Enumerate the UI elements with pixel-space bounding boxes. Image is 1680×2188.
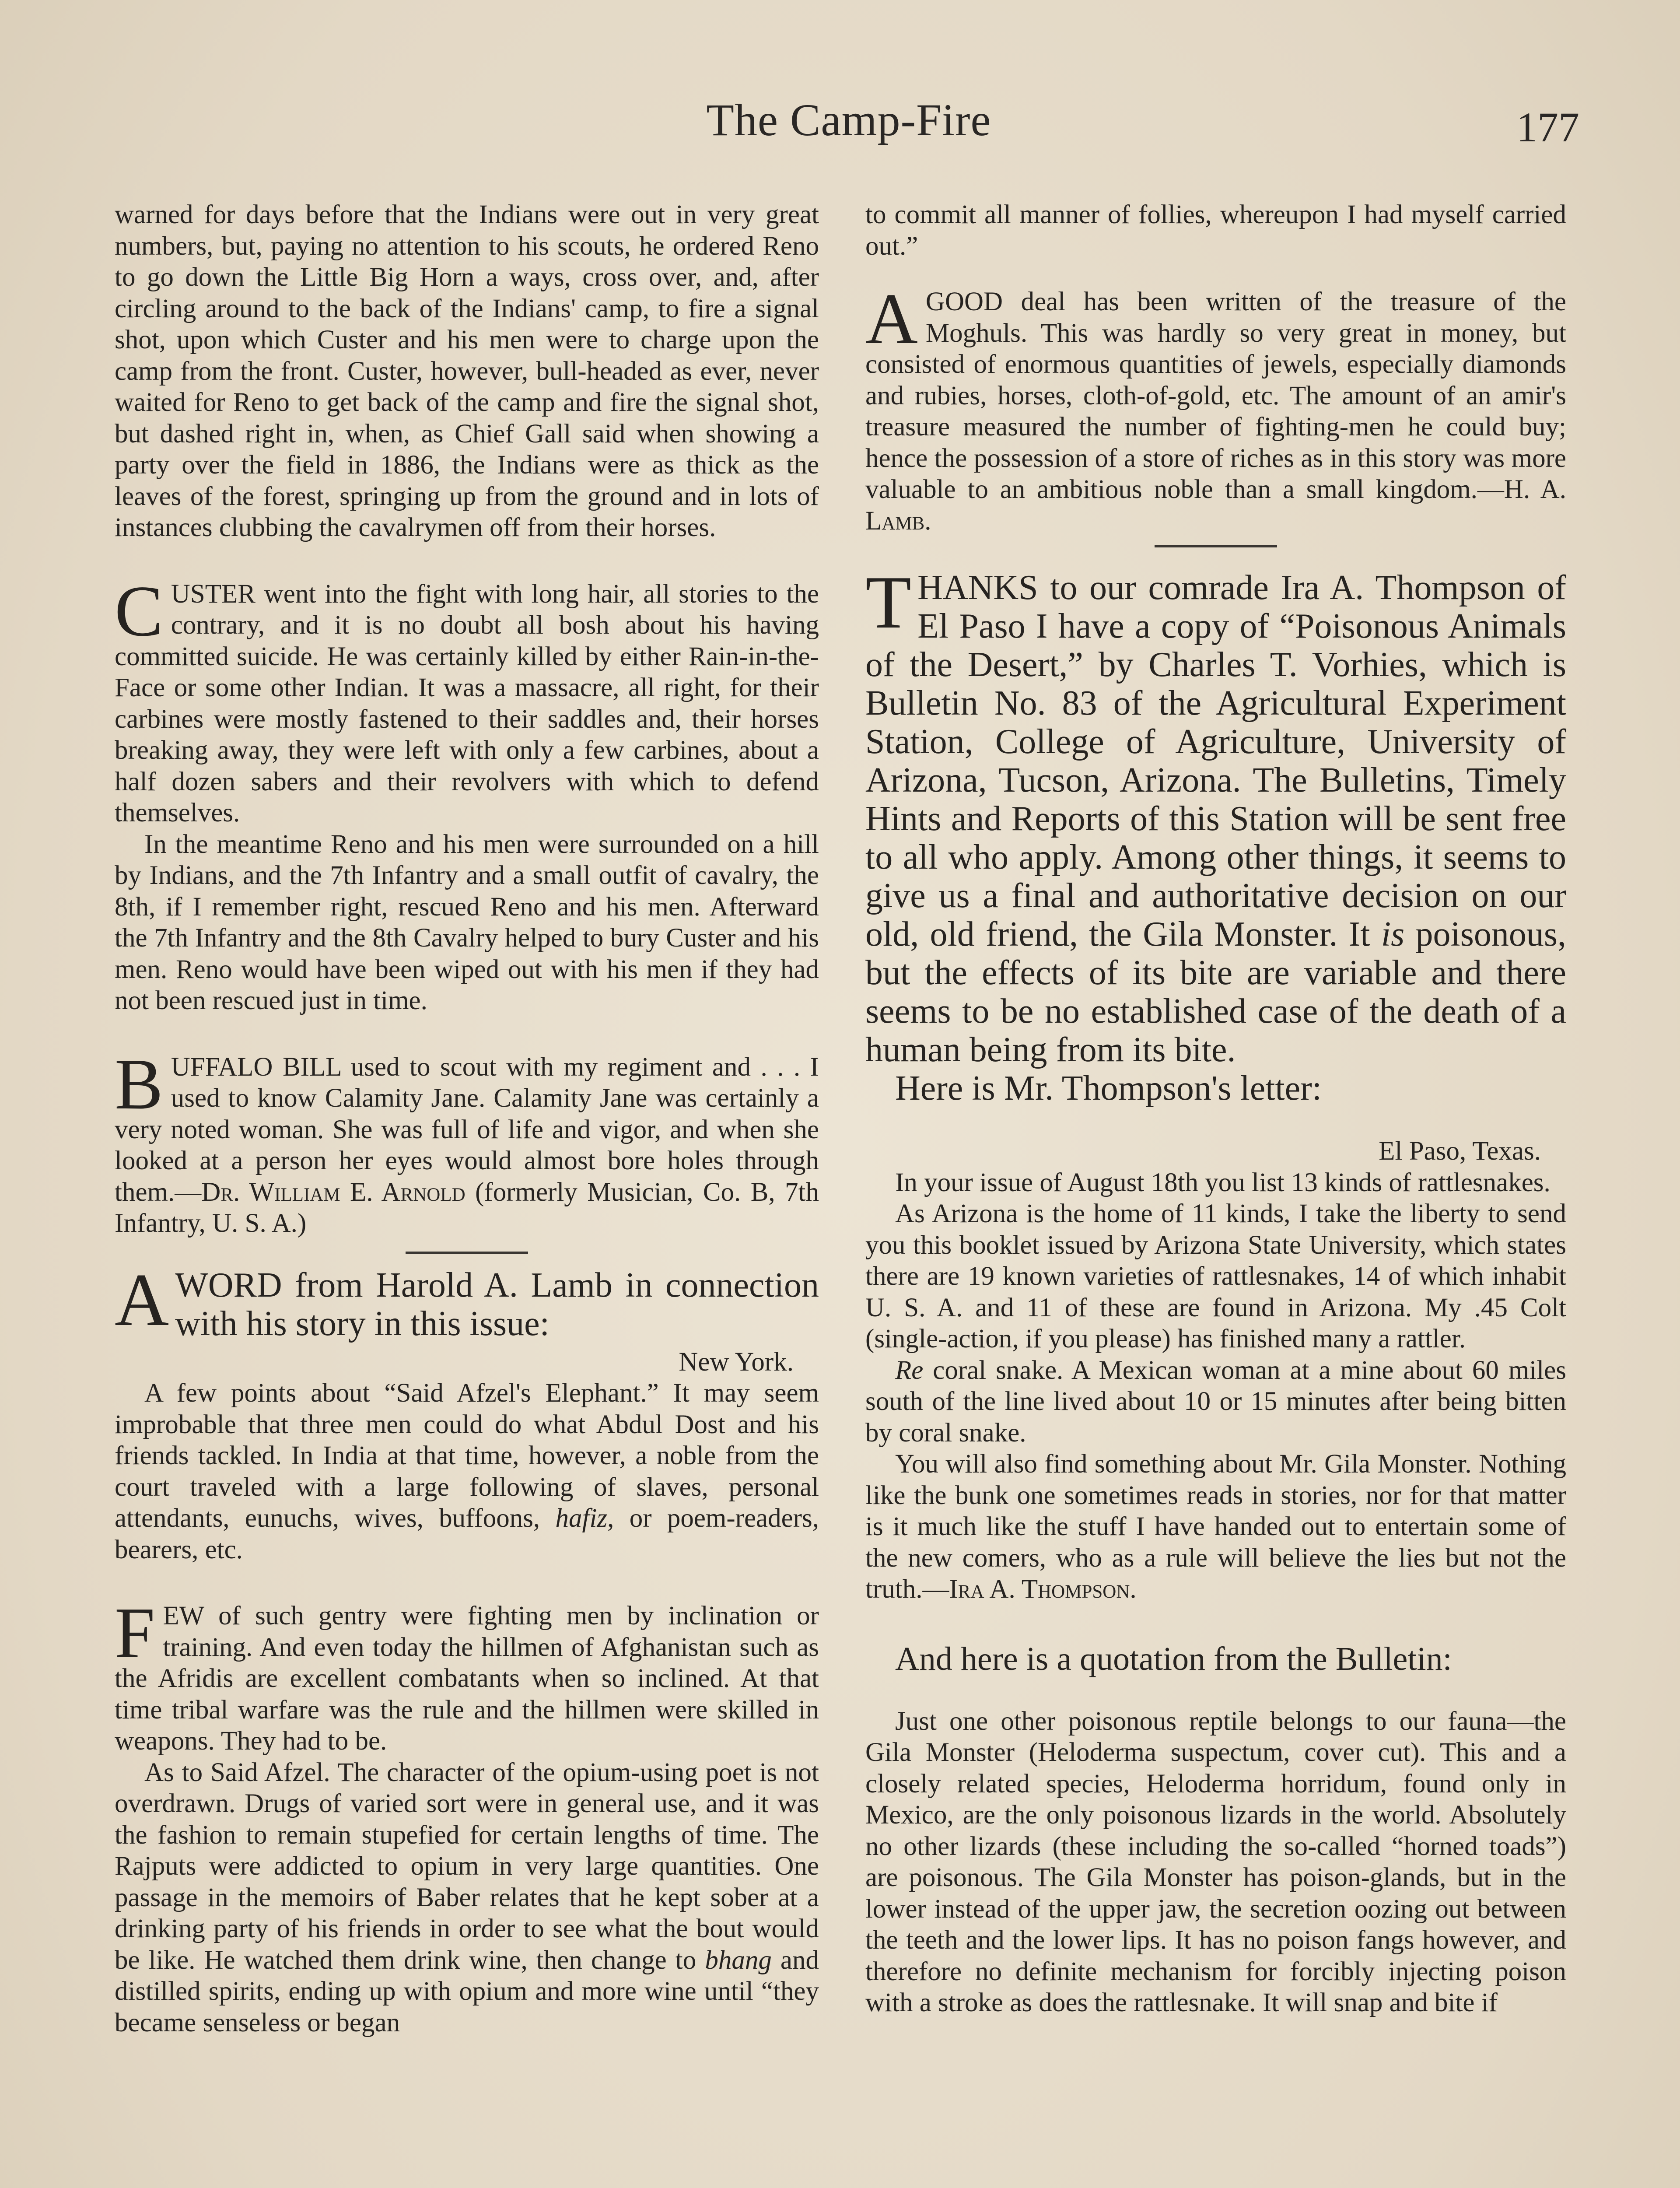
right-paragraph-follies: to commit all manner of follies, whereupon I had myself carried out.” xyxy=(865,200,1566,261)
page-number: 177 xyxy=(1516,104,1579,151)
right-paragraph-thompson-letter-intro: Here is Mr. Thompson's letter: xyxy=(895,1069,1322,1108)
right-paragraph-bulletin-quotation: Just one other poisonous reptile belongs to our fauna—the Gila Monster (Heloderma suspectum, cover cut). This and a closely related species, Heloderma horridum, found only in Mexico, are the only poisonous lizards in the world. Absolutely no other lizards (these including the so-called “horned toads”) are poisonous. The Gila Monster has poison-glands, but in the lower instead of the upper jaw, the secretion oozing out between the teeth and the lower lips. It has no poison fangs however, and therefore no definite mechanism for forcibly injecting poison with a stroke as does the rattlesnake. It will snap and bite if xyxy=(865,1706,1566,2017)
signature-lamb: H. A. Lamb. xyxy=(865,475,1566,536)
drop-cap-f: F xyxy=(115,1592,155,1673)
right-paragraph-moghul-treasure: AGOOD deal has been written of the treasure of the Moghuls. This was hardly so very great in money, but consisted of enormous quantities of jewels, especially diamonds and rubies, horses, cloth-of-gold, etc. The amount of an amir's treasure measured the number of fighting-men he could buy; hence the possession of a store of riches as in this story was more valuable to an ambitious noble than a small kingdom.—H. A. Lamb. xyxy=(865,278,1566,536)
drop-cap-t: T xyxy=(865,561,912,644)
left-paragraph-word-from-lamb: AWORD from Harold A. Lamb in connection with his story in this issue: xyxy=(115,1258,819,1343)
right-paragraph-gila-monster-letter: You will also find something about Mr. Gila Monster. Nothing like the bunk one sometimes reads in stories, nor for that matter is it much like the stuff I have handed out to entertain some of the new comers, who as a rule will believe the lies but not the truth.—Ira A. Thompson. xyxy=(865,1449,1566,1604)
letter-place-new-york: New York. xyxy=(679,1347,794,1377)
running-head-title: The Camp-Fire xyxy=(706,95,991,145)
left-paragraph-reno-rescue: In the meantime Reno and his men were surrounded on a hill by Indians, and the 7th Infantry and a small outfit of cavalry, the 8th, if I remember right, rescued Reno and his men. Afterward the 7th Infantry and the 8th Cavalry helped to bury Custer and his men. Reno would have been wiped out with his men if they had not been rescued just in time. xyxy=(115,829,819,1015)
left-paragraph-custer-long-hair: CUSTER went into the fight with long hair, all stories to the contrary, and it is no doubt all bosh about his having committed suicide. He was certainly killed by either Rain-in-the-Face or some other Indian. It was a massacre, all right, for their carbines were mostly fastened to their saddles and, their horses breaking away, they were left with only a few carbines, about a half dozen sabers and their revolvers with which to defend themselves. xyxy=(115,570,819,828)
right-paragraph-bulletin-quote-intro: And here is a quotation from the Bulletin: xyxy=(895,1640,1452,1677)
left-paragraph-said-afzel-elephant: A few points about “Said Afzel's Elephant.” It may seem improbable that three men could do what Abdul Dost and his friends tackled. In India at that time, however, a noble from the court traveled with a large following of slaves, personal attendants, eunuchs, wives, buffoons, hafiz, or poem-readers, bearers, etc. xyxy=(115,1378,819,1564)
left-column xyxy=(115,199,819,2188)
letter-place-el-paso: El Paso, Texas. xyxy=(1379,1136,1541,1166)
left-paragraph-custer-continued: warned for days before that the Indians were out in very great numbers, but, paying no attention to his scouts, he ordered Reno to go down the Little Big Horn a ways, cross over, and, after circling around to the back of the Indians' camp, to fire a signal shot, upon which Custer and his men were to charge upon the camp from the front. Custer, however, bull-headed as ever, never waited for Reno to get back of the camp and fire the signal shot, but dashed right in, when, as Chief Gall said when showing a party over the field in 1886, the Indians were as thick as the leaves of the forest, springing up from the ground and in lots of instances clubbing the cavalrymen off from their horses. xyxy=(115,200,819,542)
drop-cap-c: C xyxy=(115,570,163,651)
left-paragraph-buffalo-bill: BUFFALO BILL used to scout with my regiment and . . . I used to know Calamity Jane. Calamity Jane was certainly a very noted woman. She was full of life and vigor, and when she looked at a person her eyes would almost bore holes through them.—Dr. William E. Arnold (formerly Musician, Co. B, 7th Infantry, U. S. A.) xyxy=(115,1043,819,1238)
drop-cap-a-good: A xyxy=(865,278,918,359)
left-paragraph-opium-poet: As to Said Afzel. The character of the opium-using poet is not overdrawn. Drugs of varied sort were in general use, and it was the fashion to remain stupefied for certain lengths of time. The Rajputs were addicted to opium in very large quantities. One passage in the memoirs of Baber relates that he kept sober at a drinking party of his friends in order to see what the bout would be like. He watched them drink wine, then change to bhang and distilled spirits, ending up with opium and more wine until “they became senseless or began xyxy=(115,1757,819,2037)
right-column xyxy=(865,199,1566,2188)
signature-thompson: Ira A. Thompson. xyxy=(949,1574,1137,1604)
right-paragraph-thanks-thompson: THANKS to our comrade Ira A. Thompson of El Paso I have a copy of “Poisonous Animals of the Desert,” by Charles T. Vorhies, which is Bulletin No. 83 of the Agricultural Experiment Station, College of Agriculture, University of Arizona, Tucson, Arizona. The Bulletins, Timely Hints and Reports of this Station will be sent free to all who apply. Among other things, it seems to give us a final and authoritative decision on our old, old friend, the Gila Monster. It is poisonous, but the effects of its bite are variable and there seems to be no established case of the death of a human being from its bite. xyxy=(865,561,1567,1069)
signature-arnold: Dr. William E. Arnold xyxy=(201,1177,466,1207)
right-paragraph-rattlesnakes-issue: In your issue of August 18th you list 13 kinds of rattlesnakes. xyxy=(895,1168,1550,1197)
drop-cap-a: A xyxy=(115,1258,169,1342)
left-paragraph-few-such-gentry: FEW of such gentry were fighting men by inclination or training. And even today the hillmen of Afghanistan such as the Afridis are excellent combatants when so inclined. At that time tribal warfare was the rule and the hillmen were skilled in weapons. They had to be. xyxy=(115,1592,819,1756)
drop-cap-b: B xyxy=(115,1043,163,1124)
right-paragraph-coral-snake: Re coral snake. A Mexican woman at a mine about 60 miles south of the line lived about 10 or 15 minutes after being bitten by coral snake. xyxy=(865,1355,1566,1448)
right-paragraph-arizona-rattlesnakes: As Arizona is the home of 11 kinds, I take the liberty to send you this booklet issued by Arizona State University, which states there are 19 known varieties of rattlesnakes, 14 of which inhabit U. S. A. and 11 of these are found in Arizona. My .45 Colt (single-action, if you please) has finished many a rattler. xyxy=(865,1199,1566,1353)
